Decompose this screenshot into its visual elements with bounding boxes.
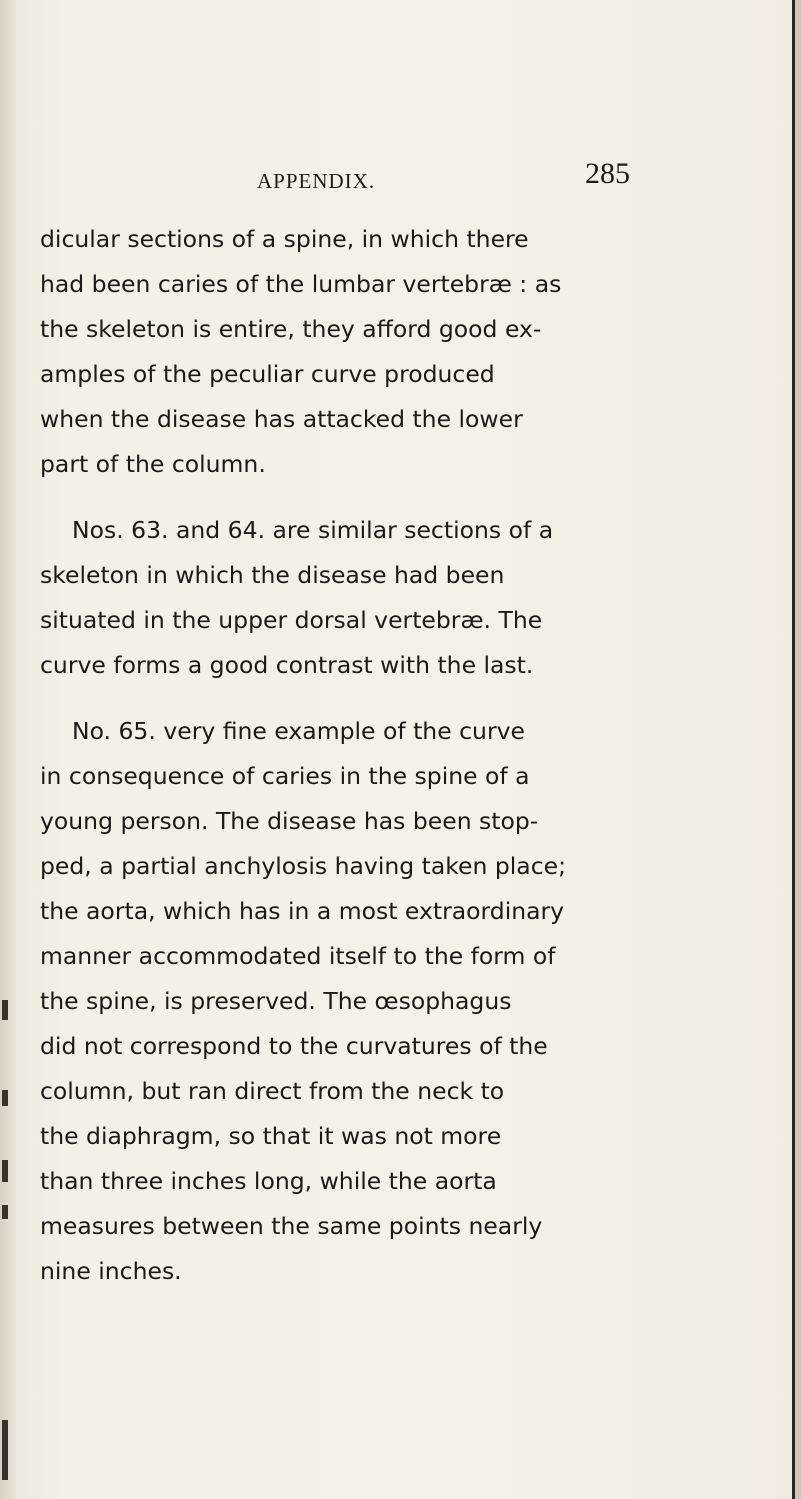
gutter-mark xyxy=(2,1090,8,1106)
gutter-mark xyxy=(2,1000,8,1020)
text-line: Nos. 63. and 64. are similar sections of a xyxy=(72,516,554,544)
text-line: ped, a partial anchylosis having taken place; xyxy=(40,852,566,880)
gutter-mark xyxy=(2,1420,8,1480)
text-line: the diaphragm, so that it was not more xyxy=(40,1122,502,1150)
text-line: situated in the upper dorsal vertebræ. The xyxy=(40,606,543,634)
page-gutter-edge xyxy=(0,0,16,1499)
text-line: nine inches. xyxy=(40,1257,182,1285)
text-line: No. 65. very fine example of the curve xyxy=(72,717,525,745)
text-line: the aorta, which has in a most extraordinary xyxy=(40,897,565,925)
text-line: curve forms a good contrast with the last. xyxy=(40,651,534,679)
text-line: column, but ran direct from the neck to xyxy=(40,1077,505,1105)
text-line: amples of the peculiar curve produced xyxy=(40,360,495,388)
text-line: than three inches long, while the aorta xyxy=(40,1167,497,1195)
text-line: when the disease has attacked the lower xyxy=(40,405,523,433)
page-number: 285 xyxy=(585,157,630,190)
text-line: dicular sections of a spine, in which there xyxy=(40,225,529,253)
text-line: in consequence of caries in the spine of a xyxy=(40,762,530,790)
gutter-mark xyxy=(2,1205,8,1219)
text-line: skeleton in which the disease had been xyxy=(40,561,505,589)
text-line: part of the column. xyxy=(40,450,266,478)
page-right-shadow xyxy=(795,0,801,1499)
text-line: young person. The disease has been stop- xyxy=(40,807,539,835)
text-line: manner accommodated itself to the form of xyxy=(40,942,556,970)
text-line: had been caries of the lumbar vertebræ : as xyxy=(40,270,562,298)
text-line: the skeleton is entire, they afford good ex- xyxy=(40,315,542,343)
running-title: APPENDIX. xyxy=(257,169,376,193)
gutter-mark xyxy=(2,1160,8,1182)
text-line: did not correspond to the curvatures of the xyxy=(40,1032,548,1060)
text-line: measures between the same points nearly xyxy=(40,1212,543,1240)
text-line: the spine, is preserved. The œsophagus xyxy=(40,987,512,1015)
